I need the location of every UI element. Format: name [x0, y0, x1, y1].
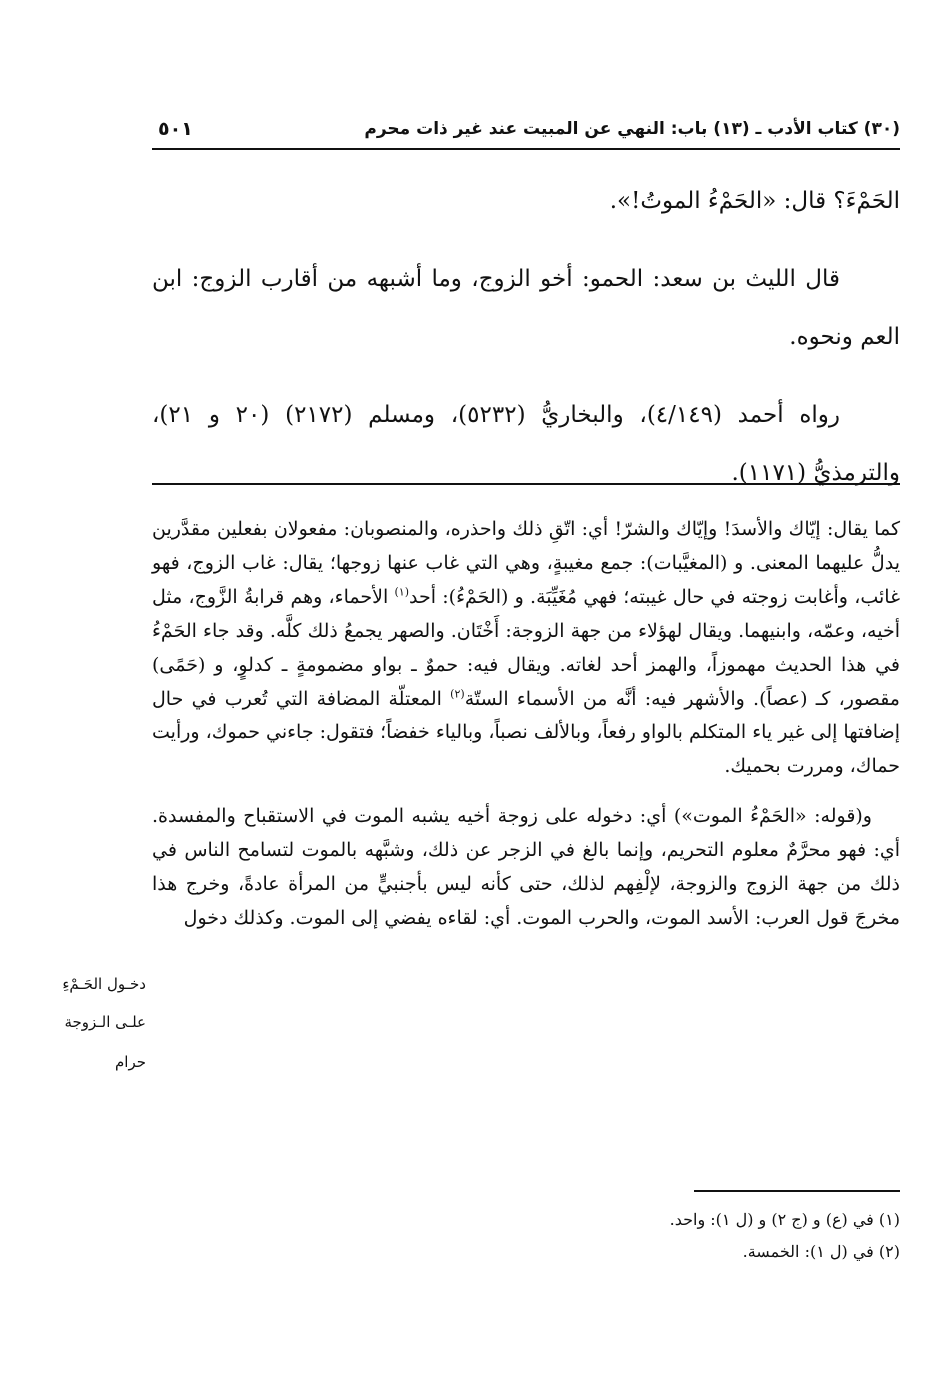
commentary-paragraph-1 [152, 513, 900, 784]
hadith-text [152, 172, 900, 502]
commentary-text-c: المعتلّة المضافة التي تُعرب في حال إضافتها إلى غير ياء المتكلم بالواو رفعاً، وبالألف نصباً، وبالياء خفضاً؛ فتقول: جاءني حموك، ورأيت حماك، ومررت بحميك. [152, 687, 900, 778]
running-header [152, 112, 900, 146]
footnote-2: (٢) في (ل ١): الخمسة. [742, 1242, 900, 1261]
header-divider [152, 148, 900, 150]
footnote-ref-2: (٢) [450, 687, 465, 701]
laith-statement: قال الليث بن سعد: الحمو: أخو الزوج، وما أشبهه من أقارب الزوج: ابن العم ونحوه. [152, 266, 900, 350]
margin-note-1: دخـول الحَـمْءِ [62, 975, 146, 993]
section-divider [152, 483, 900, 485]
footnote-1: (١) في (ع) و (ج ٢) و (ل ١): واحد. [669, 1210, 900, 1229]
footnote-ref-1: (١) [394, 585, 410, 599]
takhrij: رواه أحمد (٤/١٤٩)، والبخاريُّ (٥٢٣٢)، ومسلم (٢١٧٢) (٢٠ و ٢١)، والترمذيُّ (١١٧١). [152, 402, 900, 486]
commentary-text-b: الأحماء، وهم قرابةُ الزَّوج، مثل أخيه، وعمّه، وابنيهما. ويقال لهؤلاء من جهة الزوجة: أَخْتَان. والصهر يجمعُ ذلك كلَّه. وقد جاء الحَمْءُ في هذا الحديث مهموزاً، والهمز أحد لغاته. ويقال فيه: حموٌ ـ بواو مضمومةٍ ـ كدلوٍ، و (حَمًى) مقصور، كـ (عصاً). والأشهر فيه: أنَّه من الأسماء الستّة [152, 585, 900, 710]
commentary-paragraph-2: و(قوله: «الحَمْءُ الموت») أي: دخوله على زوجة أخيه يشبه الموت في الاستقباح والمفسدة. أي: فهو محرَّمٌ معلوم التحريم، وإنما بالغ في الزجر عن ذلك، وشبَّهه بالموت لتسامح الناس في ذلك من جهة الزوج والزوجة، لإلْفِهم لذلك، حتى كأنه ليس بأجنبيٍّ من المرأة عادةً، وخرج هذا مخرجَ قول العرب: الأسد الموت، والحرب الموت. أي: لقاءه يفضي إلى الموت. وكذلك دخول [152, 805, 900, 929]
footnote-divider [694, 1190, 900, 1192]
commentary-text-a: كما يقال: إيّاك والأسدَ! وإيّاك والشرّ! أي: اتّقِ ذلك واحذره، والمنصوبان: مفعولان بفعلين مقدَّرين يدلُّ عليهما المعنى. و (المغيَّبات): جمع مغيبةٍ، وهي التي غاب عنها زوجها؛ يقال: غاب الزوج، فهو غائب، وأغابت زوجته في حال غيبته؛ فهي مُغَيِّبَة. و (الحَمْءُ): أحد [152, 518, 901, 608]
hadith-line: الحَمْءَ؟ قال: «الحَمْءُ الموتُ!». [609, 188, 900, 214]
running-header-title: (٣٠) كتاب الأدب ـ (١٣) باب: النهي عن المبيت عند غير ذات محرم [364, 119, 900, 139]
margin-note-2: علـى الـزوجة [64, 1013, 146, 1031]
margin-note-3: حرام [114, 1053, 146, 1071]
footnotes [152, 1204, 900, 1268]
page-number: ٥٠١ [158, 118, 193, 140]
commentary [152, 513, 900, 936]
